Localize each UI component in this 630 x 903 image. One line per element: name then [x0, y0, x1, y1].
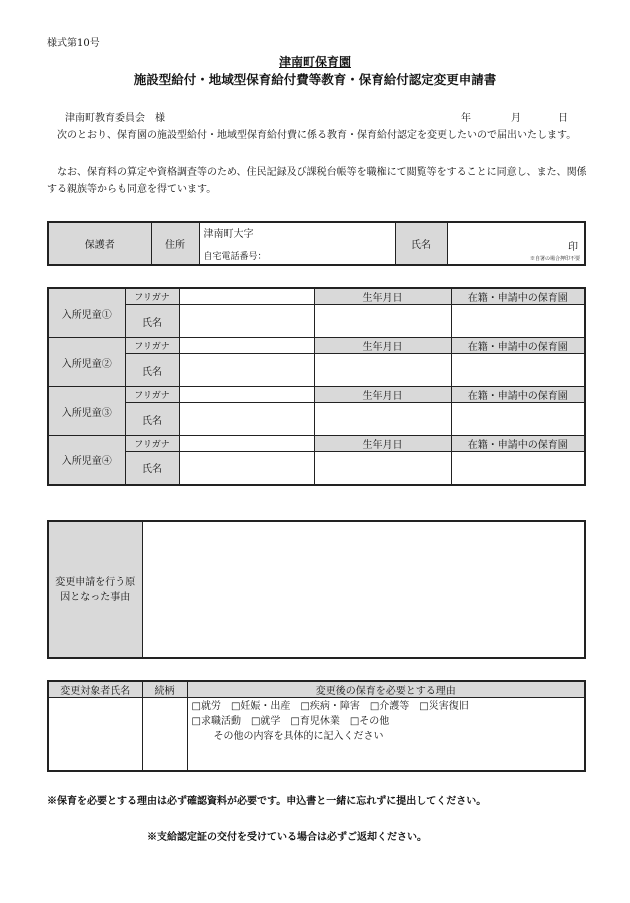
furigana-field[interactable] [179, 387, 314, 403]
furigana-label: フリガナ [125, 436, 179, 452]
address-value: 津南町大字 [203, 229, 254, 240]
school-field[interactable] [451, 354, 585, 387]
relation-header: 続柄 [142, 681, 187, 698]
relation-field[interactable] [142, 698, 187, 771]
guardian-name-field[interactable] [447, 222, 585, 265]
phone-label: 自宅電話番号： [203, 252, 267, 262]
child-name-field[interactable] [179, 403, 314, 436]
reason-label: 変更申請を行う原因となった事由 [48, 521, 142, 658]
furigana-label: フリガナ [125, 288, 179, 305]
form-number: 様式第10号 [47, 38, 100, 49]
furigana-label: フリガナ [125, 387, 179, 403]
addressee: 津南町教育委員会 様 [65, 113, 165, 124]
birth-label: 生年月日 [314, 387, 451, 403]
birth-label: 生年月日 [314, 288, 451, 305]
furigana-field[interactable] [179, 288, 314, 305]
child-furigana-row [48, 436, 585, 452]
target-table [47, 680, 586, 772]
seal-note: ※自署の場合押印不要 [529, 256, 580, 262]
children-table [47, 287, 586, 486]
date-month: 月 [511, 113, 521, 124]
address-label: 住所 [151, 222, 199, 265]
birth-date-field[interactable] [314, 305, 451, 338]
child-name-row [48, 452, 585, 485]
address-field[interactable] [199, 222, 395, 265]
school-label: 在籍・申請中の保育園 [451, 387, 585, 403]
child-name-field[interactable] [179, 305, 314, 338]
school-label: 在籍・申請中の保育園 [451, 338, 585, 354]
reason-options-line-2[interactable]: □求職活動 □就学 □育児休業 □その他 [191, 716, 390, 727]
child-name-label: 氏名 [125, 305, 179, 338]
child-name-label: 氏名 [125, 354, 179, 387]
intro-paragraph-2: なお、保育料の算定や資格調査等のため、住民記録及び課税台帳等を職権にて閲覧等をすることに同意し、また、関係する親族等からも同意を得ています。 [47, 167, 587, 195]
target-name-field[interactable] [48, 698, 142, 771]
child-label: 入所児童③ [48, 387, 125, 436]
furigana-field[interactable] [179, 436, 314, 452]
other-instruction: その他の内容を具体的に記入ください [213, 731, 384, 742]
child-name-field[interactable] [179, 452, 314, 485]
intro-paragraph-1: 次のとおり、保育園の施設型給付・地域型保育給付費に係る教育・保育給付認定を変更したいので届出いたします。 [47, 130, 577, 141]
child-label: 入所児童④ [48, 436, 125, 485]
reason-table [47, 520, 586, 659]
birth-label: 生年月日 [314, 338, 451, 354]
child-name-label: 氏名 [125, 452, 179, 485]
date-day: 日 [558, 113, 568, 124]
child-name-row [48, 305, 585, 338]
child-label: 入所児童② [48, 338, 125, 387]
guardian-label: 保護者 [48, 222, 151, 265]
child-name-label: 氏名 [125, 403, 179, 436]
note-documents: ※保育を必要とする理由は必ず確認資料が必要です。申込書と一緒に忘れずに提出してください。 [47, 796, 487, 807]
birth-date-field[interactable] [314, 452, 451, 485]
school-label: 在籍・申請中の保育園 [451, 436, 585, 452]
birth-date-field[interactable] [314, 354, 451, 387]
child-name-row [48, 354, 585, 387]
note-return-certificate: ※支給認定証の交付を受けている場合は必ずご返却ください。 [147, 832, 427, 843]
birth-label: 生年月日 [314, 436, 451, 452]
form-title: 施設型給付・地域型保育給付費等教育・保育給付認定変更申請書 [133, 72, 497, 87]
seal-mark: 印 [568, 242, 578, 253]
reason-header: 変更後の保育を必要とする理由 [187, 681, 585, 698]
furigana-field[interactable] [179, 338, 314, 354]
guardian-table [47, 221, 586, 266]
school-field[interactable] [451, 403, 585, 436]
organization-name: 津南町保育園 [278, 55, 351, 69]
reason-field[interactable] [142, 521, 585, 658]
target-name-header: 変更対象者氏名 [48, 681, 142, 698]
child-furigana-row [48, 387, 585, 403]
school-field[interactable] [451, 452, 585, 485]
school-field[interactable] [451, 305, 585, 338]
furigana-label: フリガナ [125, 338, 179, 354]
child-furigana-row [48, 338, 585, 354]
child-label: 入所児童① [48, 288, 125, 338]
reason-options-line-1[interactable]: □就労 □妊娠・出産 □疾病・障害 □介護等 □災害復旧 [191, 701, 469, 712]
child-name-field[interactable] [179, 354, 314, 387]
reason-options[interactable] [187, 698, 585, 771]
child-name-row [48, 403, 585, 436]
date-year: 年 [461, 113, 471, 124]
school-label: 在籍・申請中の保育園 [451, 288, 585, 305]
birth-date-field[interactable] [314, 403, 451, 436]
child-furigana-row [48, 288, 585, 305]
name-label: 氏名 [395, 222, 447, 265]
